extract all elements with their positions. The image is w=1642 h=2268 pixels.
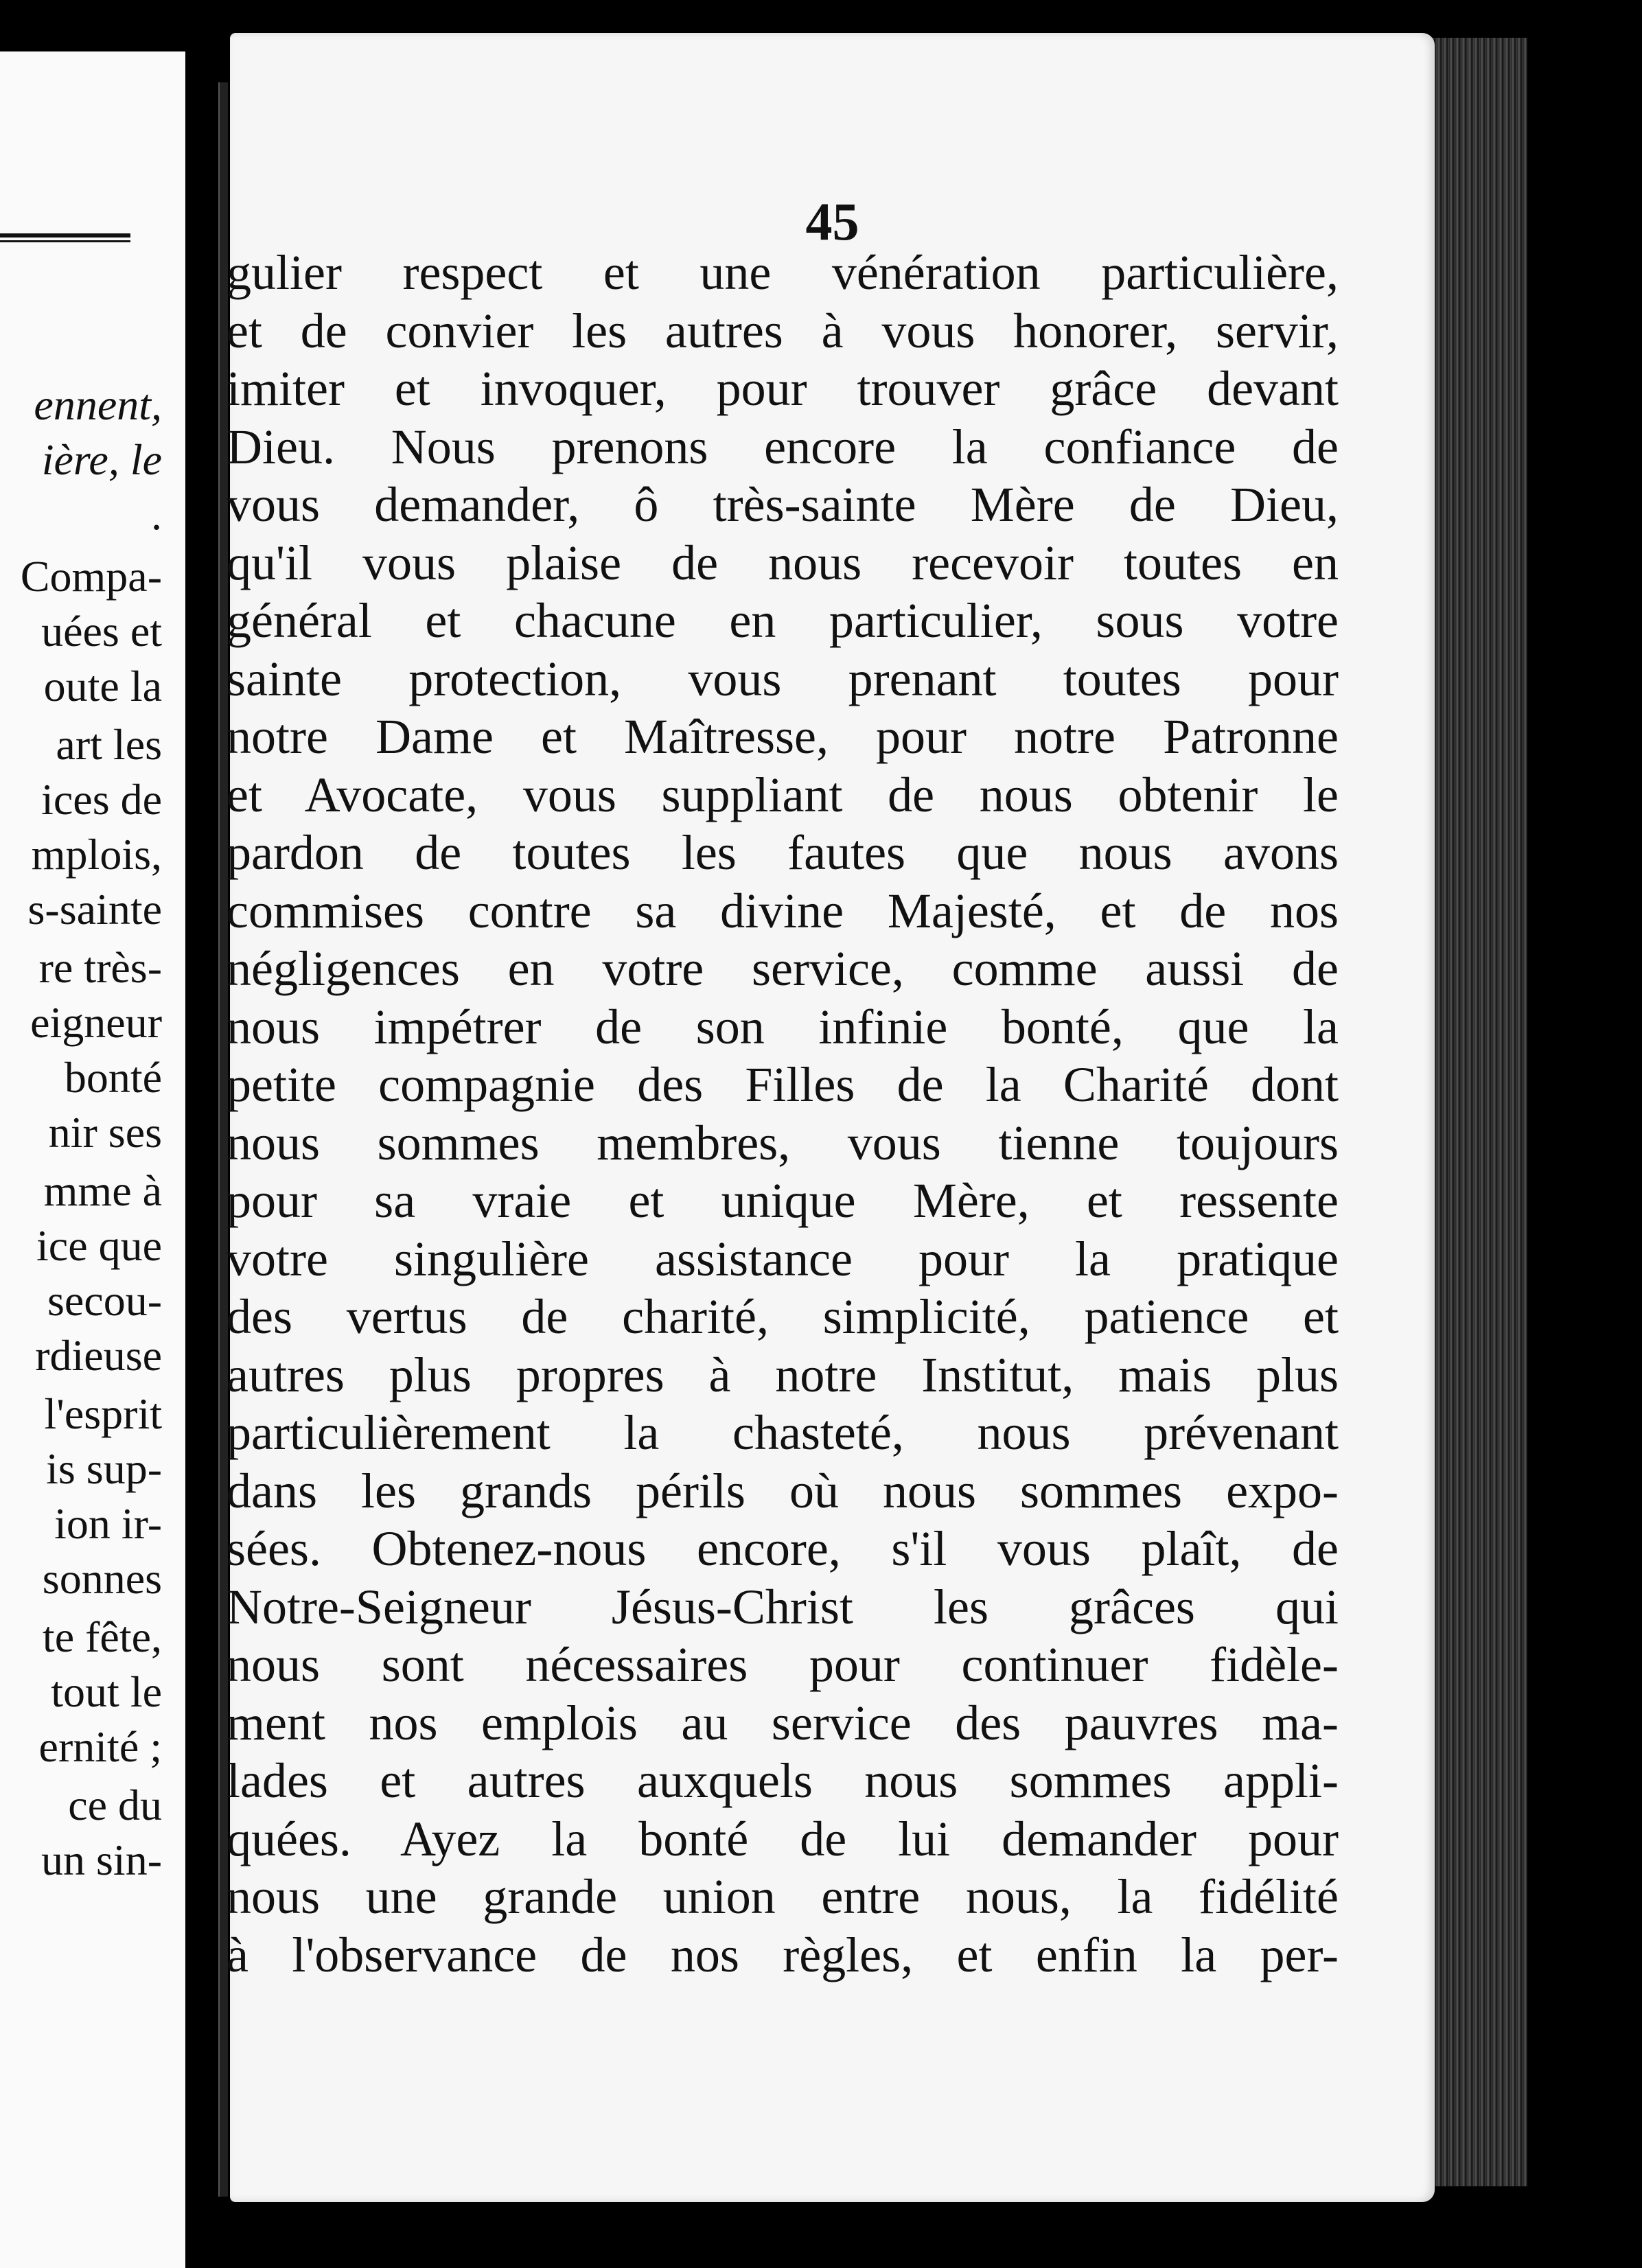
left-page-line: re très-	[38, 943, 162, 992]
body-text	[227, 244, 1339, 1984]
left-page-line: bonté	[64, 1053, 162, 1102]
left-page-rule	[0, 233, 130, 242]
text-line: sées. Obtenez-nous encore, s'il vous plaît, de	[227, 1521, 1339, 1576]
left-page-line: is sup-	[46, 1444, 162, 1493]
text-line: petite compagnie des Filles de la Charité dont	[227, 1057, 1339, 1112]
left-page-line: ices de	[41, 775, 162, 824]
text-line: pardon de toutes les fautes que nous avons	[227, 825, 1339, 880]
text-line: nous sommes membres, vous tienne toujours	[227, 1115, 1339, 1170]
left-page	[0, 51, 185, 2268]
text-line: ment nos emplois au service des pauvres ma-	[227, 1695, 1339, 1750]
text-line: à l'observance de nos règles, et enfin la per-	[227, 1927, 1339, 1982]
text-line: nous impétrer de son infinie bonté, que la	[227, 999, 1339, 1054]
text-line: autres plus propres à notre Institut, mais plus	[227, 1347, 1339, 1402]
left-page-line: tout le	[51, 1667, 162, 1716]
left-page-line: eigneur	[30, 998, 162, 1047]
left-page-line: mplois,	[31, 830, 162, 879]
left-page-line: art les	[56, 720, 162, 769]
left-page-line: te fête,	[42, 1612, 162, 1661]
text-line: particulièrement la chasteté, nous prévenant	[227, 1405, 1339, 1460]
text-line: Notre-Seigneur Jésus-Christ les grâces qui	[227, 1579, 1339, 1634]
text-line: nous sont nécessaires pour continuer fidèle-	[227, 1637, 1339, 1692]
left-page-line: rdieuse	[35, 1331, 162, 1380]
text-line: nous une grande union entre nous, la fidélité	[227, 1869, 1339, 1924]
left-page-line: l'esprit	[44, 1389, 162, 1438]
left-page-line: nir ses	[48, 1108, 162, 1157]
text-line: gulier respect et une vénération particulière,	[227, 245, 1339, 300]
text-line: lades et autres auxquels nous sommes appli-	[227, 1753, 1339, 1808]
text-line: imiter et invoquer, pour trouver grâce devant	[227, 361, 1339, 416]
left-page-line: ernité ;	[38, 1722, 162, 1771]
left-page-line: ce du	[68, 1781, 162, 1829]
left-page-line: Compa-	[20, 552, 162, 601]
left-page-line: ière, le	[41, 435, 162, 484]
left-page-line: un sin-	[41, 1836, 162, 1884]
left-page-line: oute la	[43, 662, 162, 710]
text-line: sainte protection, vous prenant toutes pour	[227, 651, 1339, 706]
left-page-line: ion ir-	[54, 1499, 162, 1548]
text-line: général et chacune en particulier, sous votre	[227, 593, 1339, 648]
left-page-line: ice que	[36, 1221, 162, 1270]
left-page-line: mme à	[43, 1166, 162, 1215]
left-page-line: uées et	[41, 607, 162, 656]
text-line: et de convier les autres à vous honorer, servir,	[227, 303, 1339, 358]
text-line: qu'il vous plaise de nous recevoir toutes en	[227, 535, 1339, 590]
left-page-line: s-sainte	[27, 885, 162, 934]
left-page-line: ennent,	[34, 380, 162, 429]
text-line: négligences en votre service, comme aussi de	[227, 941, 1339, 996]
text-line: Dieu. Nous prenons encore la confiance de	[227, 419, 1339, 474]
left-page-line: secou-	[47, 1276, 162, 1325]
page-number: 45	[805, 192, 859, 251]
text-line: pour sa vraie et unique Mère, et ressente	[227, 1173, 1339, 1228]
text-line: vous demander, ô très-sainte Mère de Dieu,	[227, 477, 1339, 532]
left-page-line: .	[151, 490, 162, 539]
text-line: notre Dame et Maîtresse, pour notre Patronne	[227, 709, 1339, 764]
text-line: commises contre sa divine Majesté, et de nos	[227, 883, 1339, 938]
text-line: votre singulière assistance pour la pratique	[227, 1231, 1339, 1286]
text-line: dans les grands périls où nous sommes expo-	[227, 1463, 1339, 1518]
left-page-line: sonnes	[42, 1554, 162, 1603]
text-line: et Avocate, vous suppliant de nous obtenir le	[227, 767, 1339, 822]
text-line: des vertus de charité, simplicité, patience et	[227, 1289, 1339, 1344]
text-line: quées. Ayez la bonté de lui demander pour	[227, 1811, 1339, 1866]
book-page-edge	[1424, 38, 1527, 2186]
